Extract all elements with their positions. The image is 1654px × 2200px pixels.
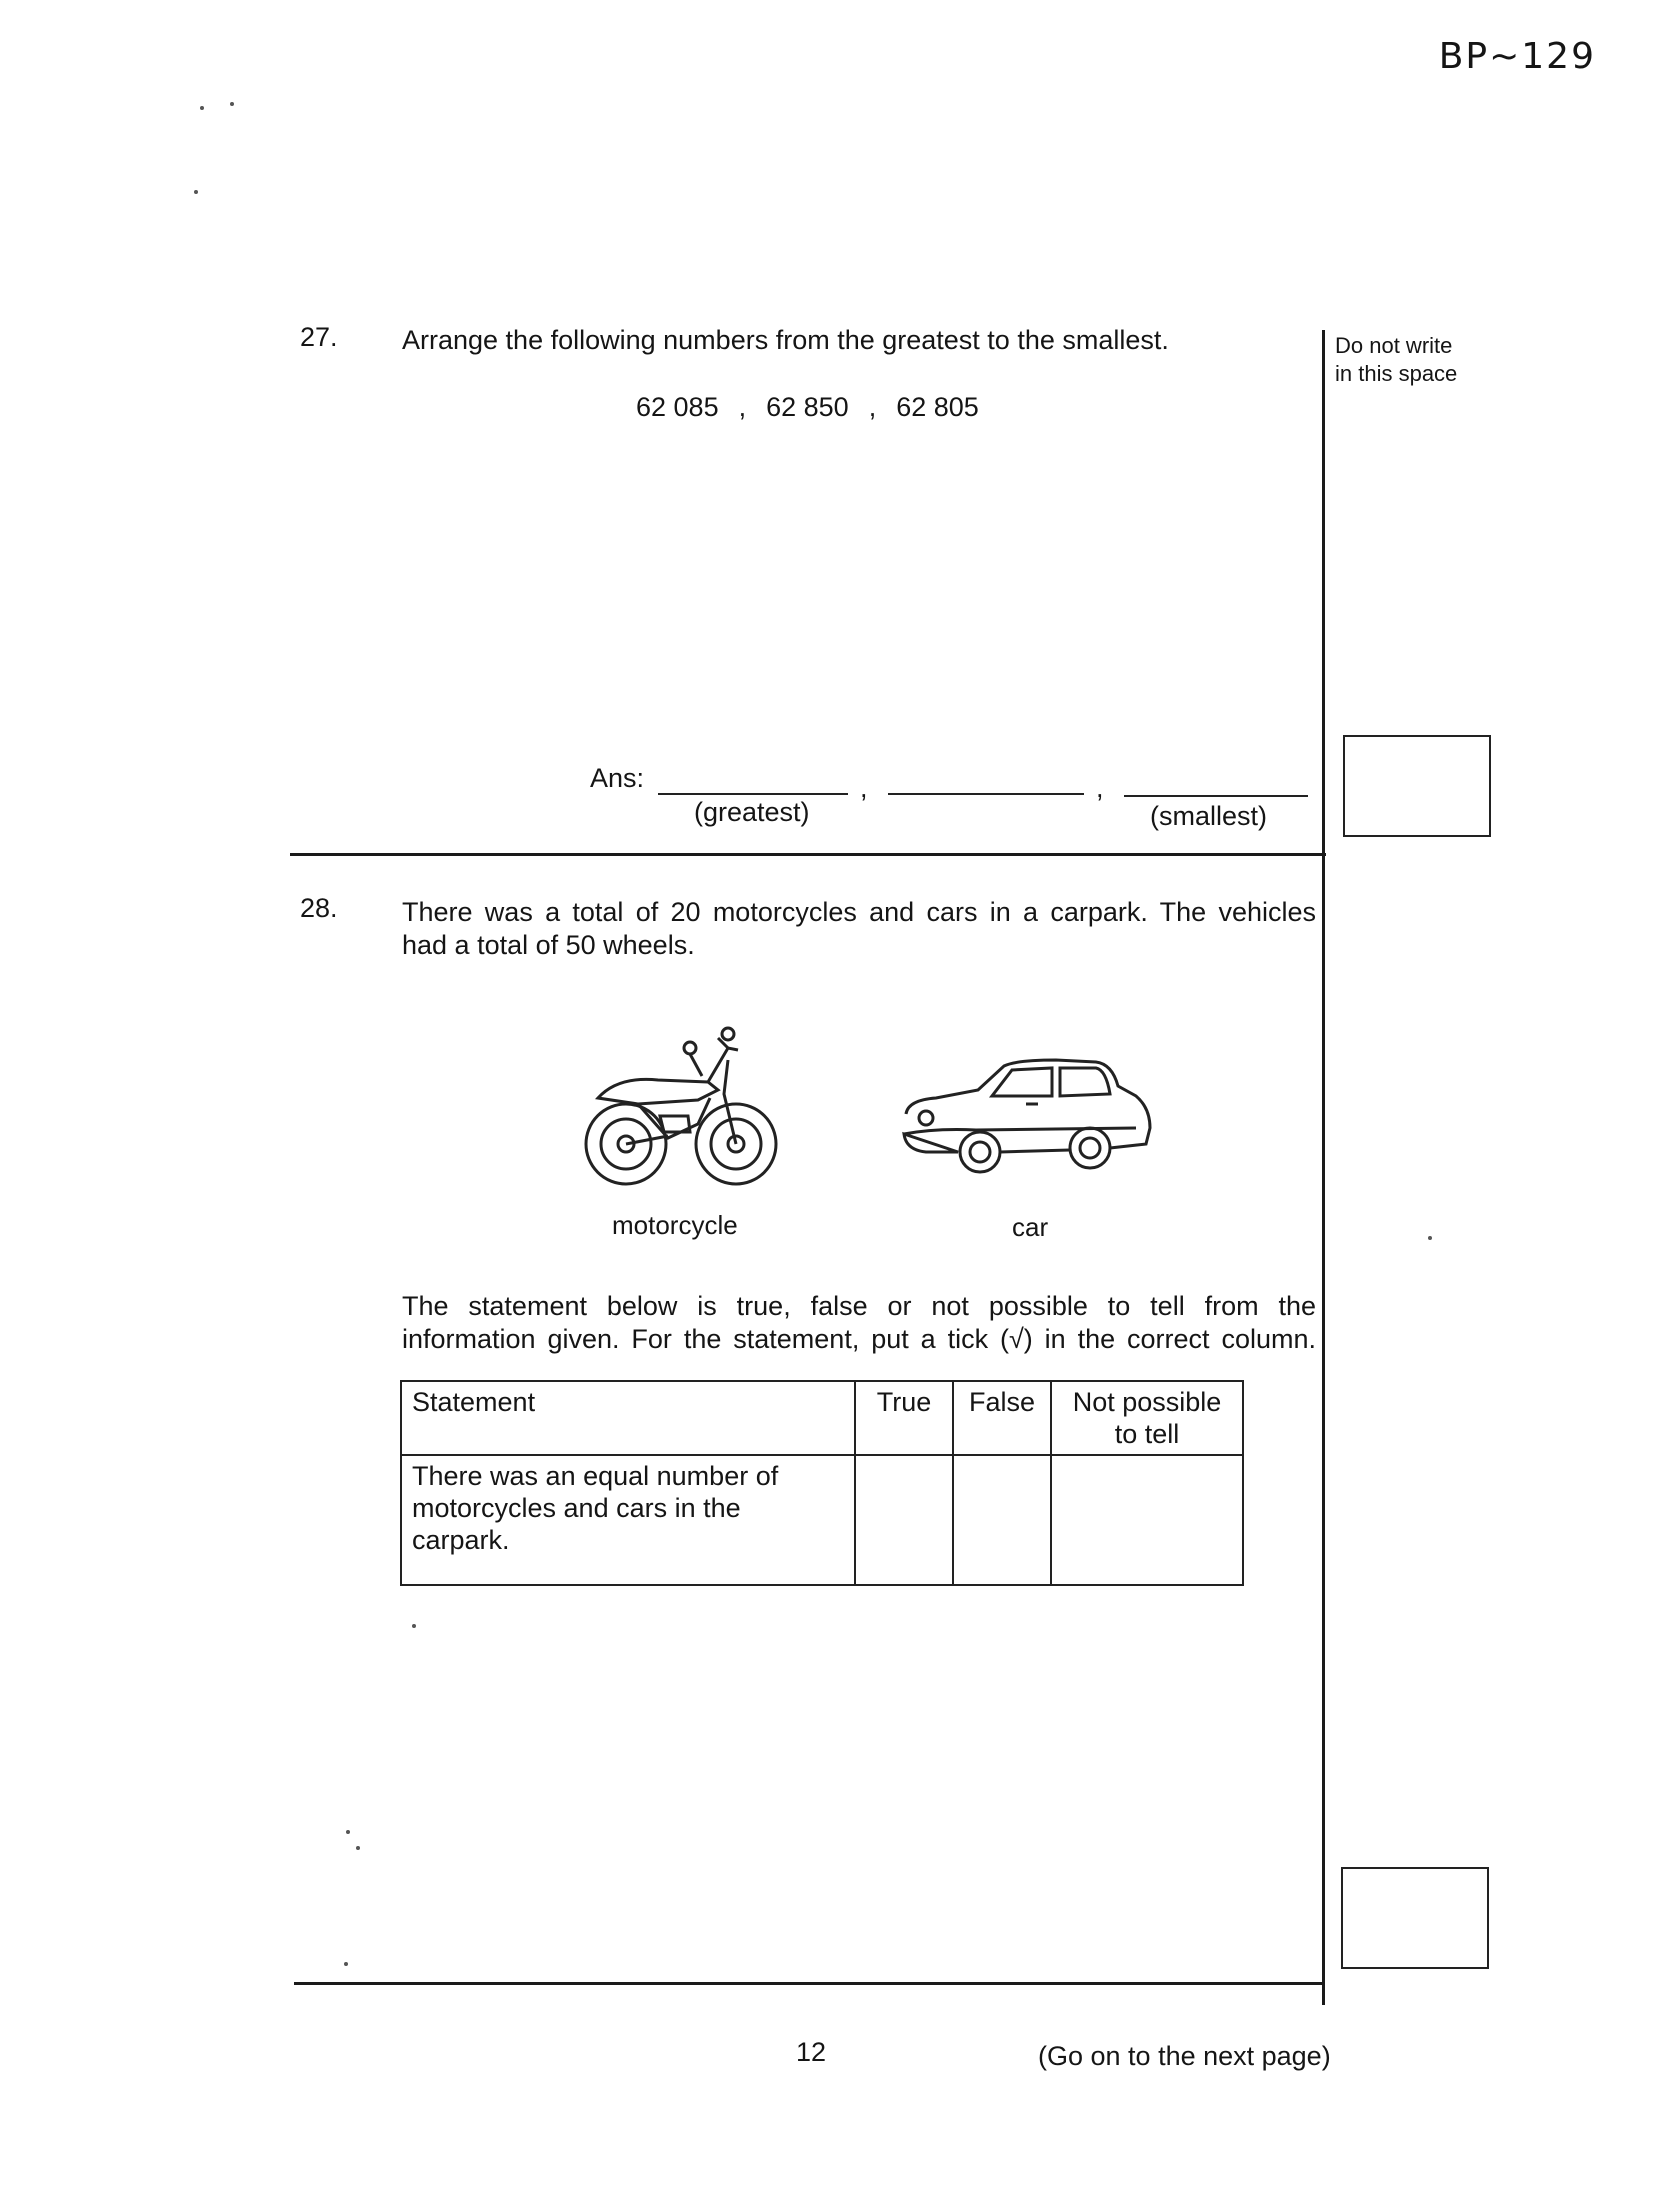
number-item: 62 850 bbox=[766, 392, 849, 422]
header-not-possible: Not possible to tell bbox=[1051, 1381, 1243, 1455]
label-greatest: (greatest) bbox=[694, 797, 810, 827]
header-statement: Statement bbox=[401, 1381, 855, 1455]
answer-separator: , bbox=[860, 773, 868, 803]
score-box-q28[interactable] bbox=[1341, 1867, 1489, 1969]
margin-note-line2: in this space bbox=[1335, 361, 1458, 386]
question-27-number: 27. bbox=[300, 322, 338, 352]
question-28-instruction-line2: information given. For the statement, put a tick (√) in the correct column. bbox=[402, 1324, 1316, 1354]
statement-table bbox=[400, 1380, 1244, 1586]
number-item: 62 805 bbox=[896, 392, 979, 422]
score-box-q27[interactable] bbox=[1343, 735, 1491, 837]
car-illustration bbox=[896, 1056, 1162, 1176]
scan-speck bbox=[230, 102, 234, 106]
number-item: 62 085 bbox=[636, 392, 719, 422]
tick-cell-true[interactable] bbox=[855, 1455, 953, 1585]
margin-note-line1: Do not write bbox=[1335, 333, 1453, 358]
next-page-note: (Go on to the next page) bbox=[1038, 2041, 1331, 2071]
table-row bbox=[401, 1455, 1243, 1585]
answer-blank-greatest[interactable] bbox=[658, 793, 848, 795]
scan-speck bbox=[200, 106, 204, 110]
scan-speck bbox=[412, 1624, 416, 1628]
answer-blank-middle[interactable] bbox=[888, 793, 1084, 795]
bottom-rule bbox=[294, 1982, 1324, 1985]
question-divider bbox=[290, 853, 1326, 856]
header-true: True bbox=[855, 1381, 953, 1455]
scan-speck bbox=[344, 1962, 348, 1966]
number-list bbox=[626, 392, 989, 423]
number-separator: , bbox=[868, 392, 877, 422]
scan-speck bbox=[194, 190, 198, 194]
margin-note bbox=[1335, 332, 1457, 388]
page-number: 12 bbox=[796, 2037, 827, 2067]
answer-separator: , bbox=[1096, 773, 1104, 803]
scan-speck bbox=[356, 1846, 360, 1850]
question-28-number: 28. bbox=[300, 893, 338, 923]
label-smallest: (smallest) bbox=[1150, 801, 1268, 831]
statement-cell: There was an equal number of motorcycles and cars in the carpark. bbox=[401, 1455, 855, 1585]
margin-divider bbox=[1322, 330, 1325, 2005]
scan-speck bbox=[1428, 1236, 1432, 1240]
answer-blank-smallest[interactable] bbox=[1124, 795, 1308, 797]
header-false: False bbox=[953, 1381, 1051, 1455]
caption-motorcycle: motorcycle bbox=[612, 1210, 738, 1240]
number-separator: , bbox=[738, 392, 747, 422]
scan-speck bbox=[346, 1830, 350, 1834]
caption-car: car bbox=[1012, 1212, 1049, 1242]
motorcycle-illustration bbox=[578, 1020, 783, 1190]
question-28-text-line1: There was a total of 20 motorcycles and cars in a carpark. The vehicles bbox=[402, 897, 1316, 927]
tick-cell-false[interactable] bbox=[953, 1455, 1051, 1585]
paper-code: BP~129 bbox=[1438, 36, 1596, 77]
answer-label: Ans: bbox=[590, 763, 645, 793]
tick-cell-not-possible[interactable] bbox=[1051, 1455, 1243, 1585]
question-27-text: Arrange the following numbers from the greatest to the smallest. bbox=[402, 325, 1169, 355]
table-header-row bbox=[401, 1381, 1243, 1455]
question-28-instruction-line1: The statement below is true, false or not possible to tell from the bbox=[402, 1291, 1316, 1321]
question-28-text-line2: had a total of 50 wheels. bbox=[402, 930, 695, 960]
